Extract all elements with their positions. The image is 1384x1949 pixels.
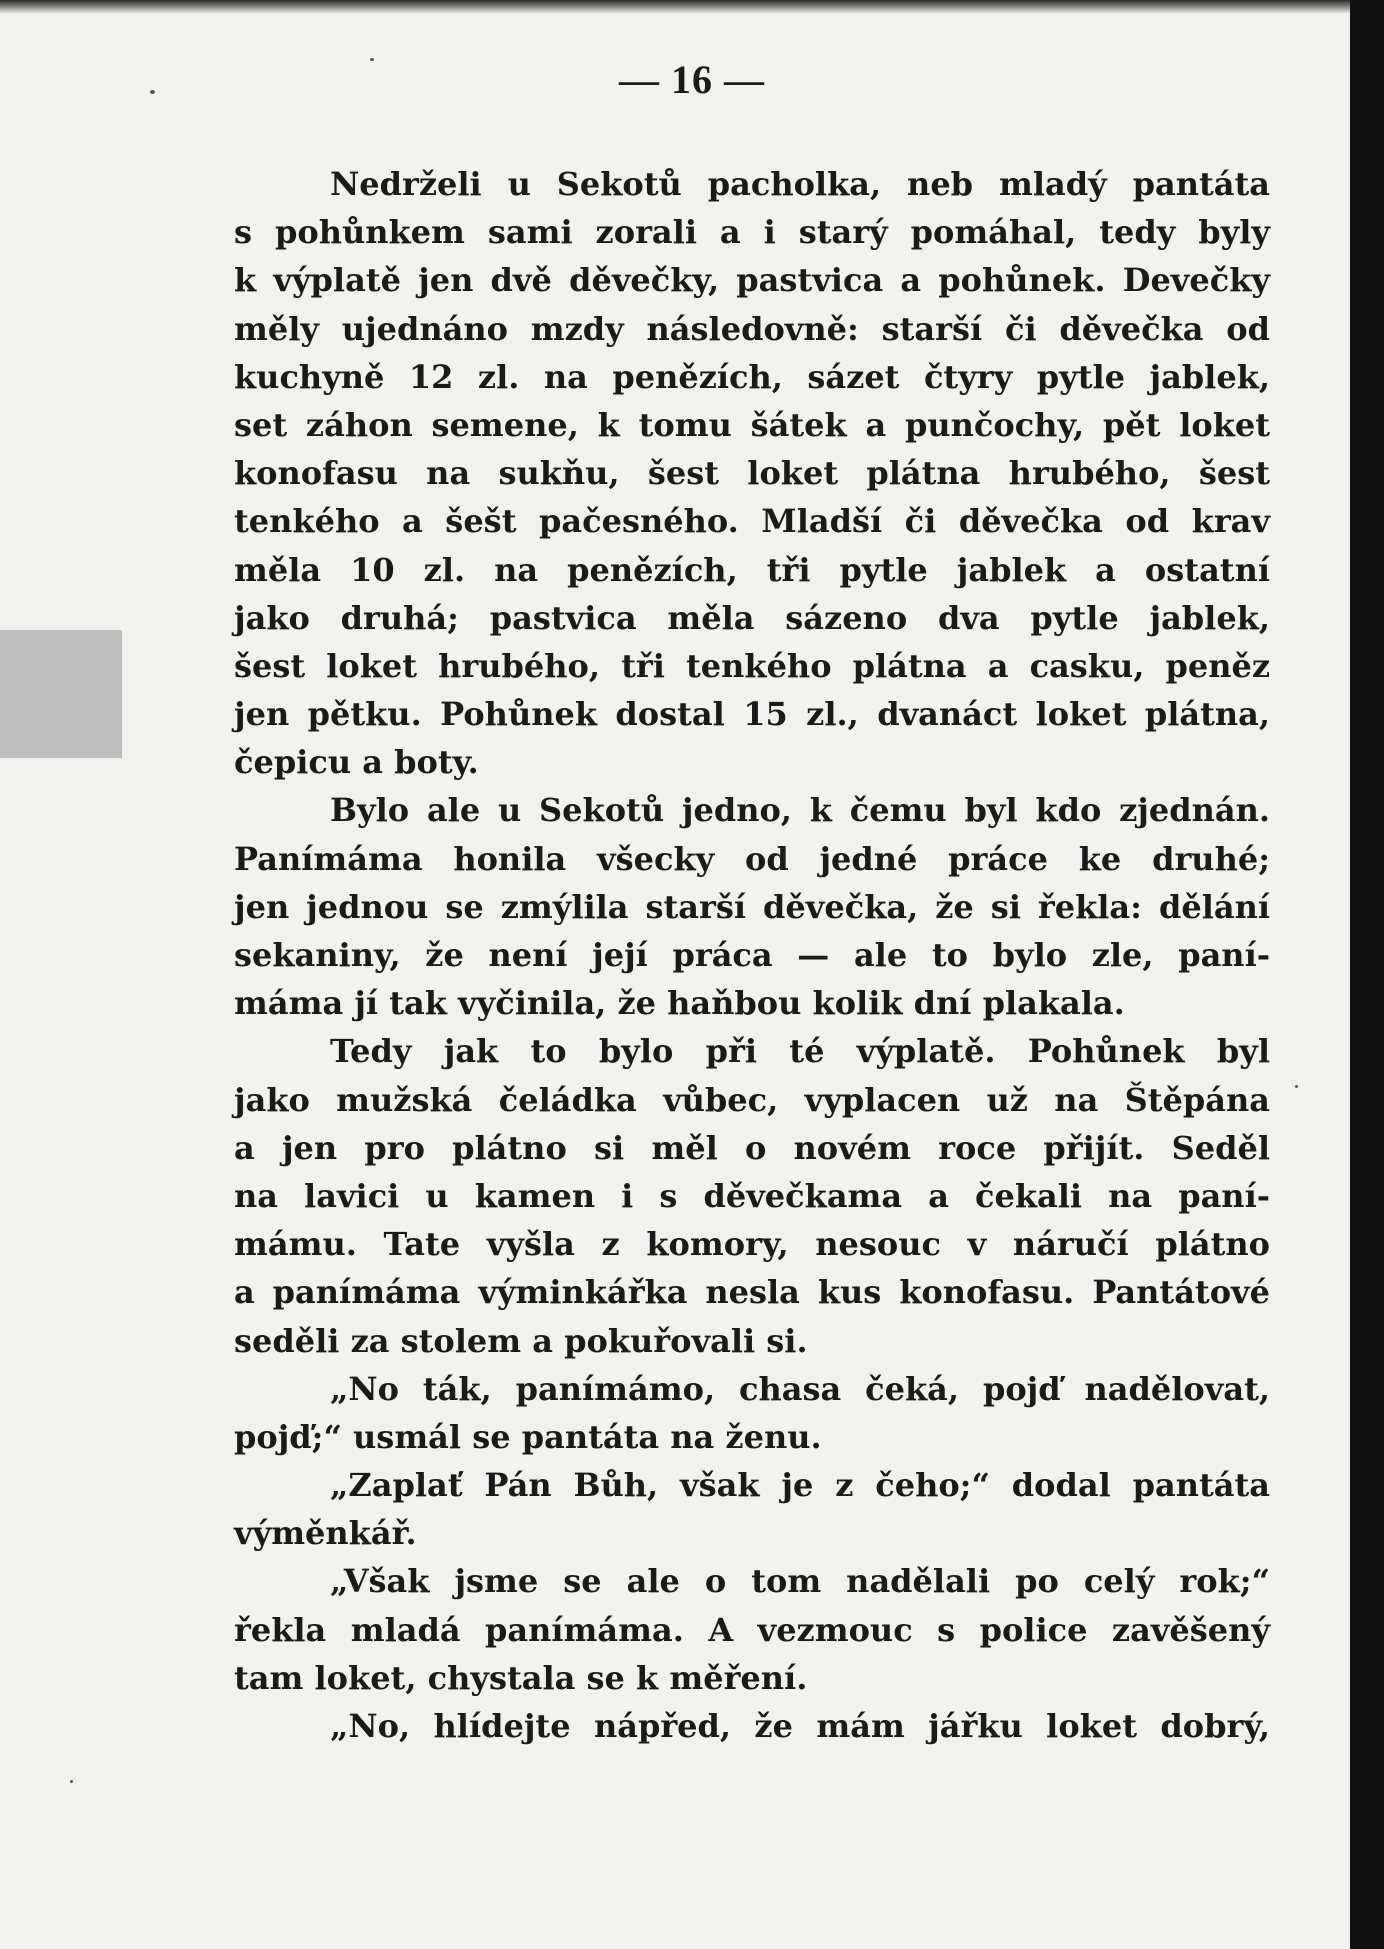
body-text — [234, 160, 1270, 1750]
text-line: Tedy jak to bylo při té výplatě. Pohůnek byl — [330, 1032, 1270, 1071]
text-line: „Zaplať Pán Bůh, však je z čeho;“ dodal pantáta — [330, 1466, 1270, 1505]
page-number: — 16 — — [619, 57, 765, 102]
scan-top-edge — [0, 0, 1384, 14]
text-line: kuchyně 12 zl. na penězích, sázet čtyry pytle jablek, — [234, 357, 1270, 396]
text-line: „No, hlídejte nápřed, že mám jářku loket dobrý, — [330, 1707, 1270, 1745]
text-line: jen pětku. Pohůnek dostal 15 zl., dvanáct loket plátna, — [234, 695, 1270, 734]
text-line: seděli za stolem a pokuřovali si. — [234, 1321, 808, 1360]
text-line: měly ujednáno mzdy následovně: starší či děvečka od — [234, 309, 1270, 348]
text-line: čepicu a boty. — [234, 743, 479, 782]
scan-left-tab — [0, 630, 122, 758]
scan-right-edge — [1350, 0, 1384, 1949]
text-line: „No ták, panímámo, chasa čeká, pojď nadělovat, — [330, 1369, 1270, 1408]
text-line: Bylo ale u Sekotů jedno, k čemu byl kdo zjednán. — [330, 791, 1270, 830]
text-line: tenkého a šešt pačesného. Mladší či děvečka od krav — [234, 502, 1270, 541]
text-line: jen jednou se zmýlila starší děvečka, že si řekla: dělání — [234, 887, 1270, 926]
text-line: jako mužská čeládka vůbec, vyplacen už na Štěpána — [234, 1080, 1270, 1119]
text-line: jako druhá; pastvica měla sázeno dva pytle jablek, — [234, 598, 1270, 637]
text-line: měla 10 zl. na penězích, tři pytle jablek a ostatní — [234, 550, 1270, 589]
text-line: Nedrželi u Sekotů pacholka, neb mladý pantáta — [330, 165, 1270, 203]
text-line: „Však jsme se ale o tom nadělali po celý rok;“ — [330, 1562, 1270, 1601]
paper-speck — [1295, 1085, 1298, 1088]
text-line: set záhon semene, k tomu šátek a punčochy, pět loket — [234, 405, 1270, 444]
text-line: a jen pro plátno si měl o novém roce přijít. Seděl — [234, 1128, 1270, 1167]
text-line: výměnkář. — [234, 1514, 417, 1553]
text-line: pojď;“ usmál se pantáta na ženu. — [234, 1417, 822, 1456]
text-line: Panímáma honila všecky od jedné práce ke druhé; — [234, 839, 1270, 878]
text-line: mámu. Tate vyšla z komory, nesouc v náručí plátno — [234, 1225, 1270, 1264]
text-line: konofasu na sukňu, šest loket plátna hrubého, šest — [234, 454, 1270, 493]
text-line: na lavici u kamen i s děvečkama a čekali na paní- — [234, 1176, 1270, 1215]
text-line: s pohůnkem sami zorali a i starý pomáhal, tedy byly — [234, 213, 1270, 252]
text-line: a panímáma výminkářka nesla kus konofasu. Pantátové — [234, 1273, 1270, 1312]
text-line: k výplatě jen dvě děvečky, pastvica a pohůnek. Devečky — [234, 261, 1270, 300]
text-line: tam loket, chystala se k měření. — [234, 1658, 808, 1697]
paper-speck — [70, 1780, 73, 1783]
text-line: řekla mladá panímáma. A vezmouc s police zavěšený — [234, 1610, 1270, 1649]
text-line: sekaniny, že není její práca — ale to bylo zle, paní- — [234, 936, 1270, 974]
text-line: šest loket hrubého, tři tenkého plátna a casku, peněz — [234, 646, 1270, 685]
text-line: máma jí tak vyčinila, že haňbou kolik dní plakala. — [234, 984, 1125, 1023]
